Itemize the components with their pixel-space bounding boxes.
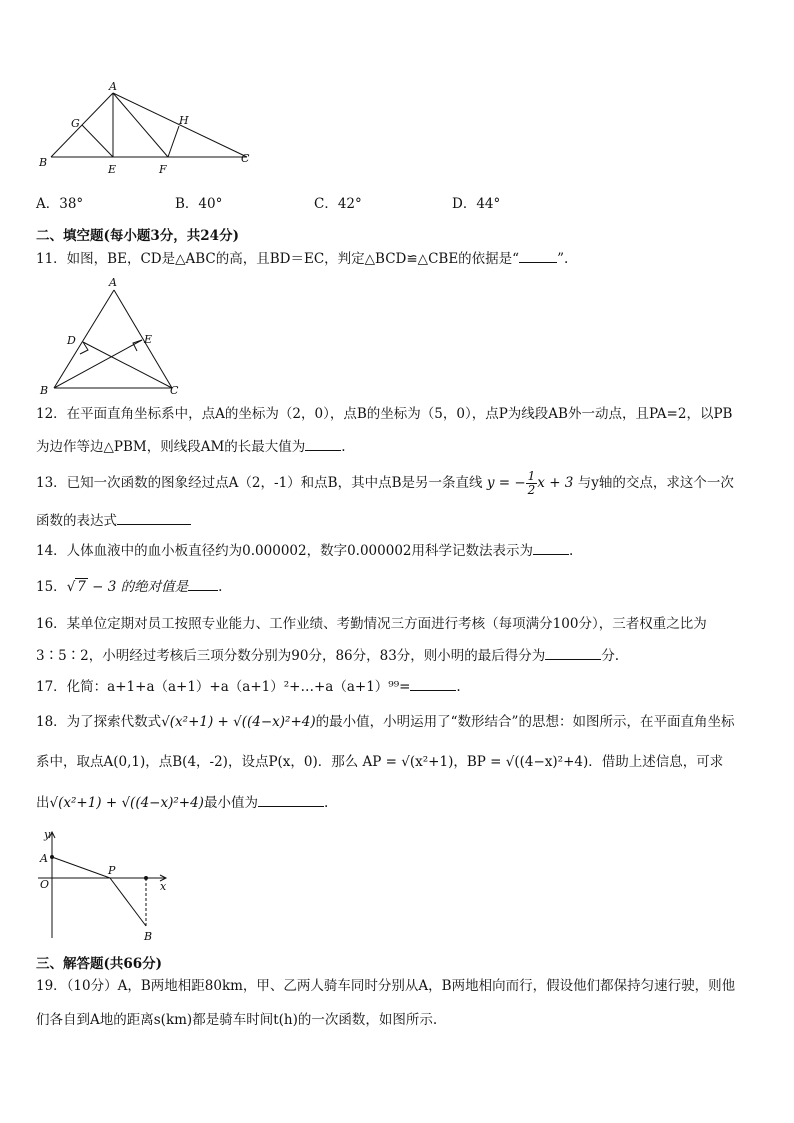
label-a: A	[109, 276, 117, 289]
triangle-figure-q11	[36, 276, 196, 400]
section2-header: 二、填空题(每小题3分，共24分)	[36, 228, 239, 244]
option-d: D．44°	[452, 196, 501, 212]
q15-radical: √ 7	[66, 579, 86, 595]
q11-tail: ”.	[557, 251, 569, 267]
point-a	[50, 855, 54, 859]
q11-answer-blank	[519, 248, 557, 263]
label-d: D	[67, 334, 76, 347]
label-b: B	[144, 930, 153, 943]
option-a: A．38°	[36, 196, 84, 212]
label-b: B	[40, 384, 49, 397]
label-b: B	[39, 156, 48, 169]
q16-tail: 分.	[601, 648, 620, 664]
q15-tail: .	[218, 579, 223, 595]
q18-text-a: 18．为了探索代数式	[36, 714, 162, 730]
q13-equation	[486, 469, 574, 497]
q14-tail: .	[569, 543, 574, 559]
point-x4	[144, 876, 148, 880]
coordinate-figure-q18	[32, 826, 182, 944]
q13-eq-lhs: y = −	[486, 475, 526, 491]
q13-line2	[36, 510, 191, 531]
q12-line2	[36, 436, 346, 457]
q12-answer-blank	[305, 436, 341, 451]
label-f: F	[159, 163, 167, 176]
q16-answer-blank	[545, 645, 601, 660]
q16-line2	[36, 645, 619, 666]
segment-af	[113, 93, 168, 157]
q18-text-b: 的最小值，小明运用了“数形结合”的思想：如图所示，在平面直角坐标	[315, 714, 735, 730]
label-e: E	[144, 333, 153, 346]
segment-hf	[168, 126, 179, 157]
segment-pb	[110, 878, 146, 926]
q14	[36, 540, 573, 561]
q13-text-2: 与y轴的交点，求这个一次	[577, 475, 734, 491]
label-c: C	[241, 152, 250, 165]
label-y: y	[44, 828, 51, 841]
q19-line1: 19．（10分）A，B两地相距80km，甲、乙两人骑车同时分别从A，B两地相向而行，假设他们都保持匀速行驶，则他	[36, 978, 736, 994]
q13-fraction	[526, 470, 538, 497]
q18-expression: √(x²+1) + √((4−x)²+4)	[161, 714, 316, 730]
q15-answer-blank	[188, 576, 218, 591]
option-b: B．40°	[175, 196, 223, 212]
q13-text: 13．已知一次函数的图象经过点A（2，-1）和点B，其中点B是另一条直线	[36, 475, 483, 491]
q11	[36, 248, 568, 269]
q14-answer-blank	[533, 540, 569, 555]
q10-options	[0, 192, 794, 212]
q13-eq-rhs: x + 3	[537, 475, 574, 491]
q13-answer-blank	[117, 510, 191, 525]
q18-line1	[36, 712, 734, 732]
segment-be	[54, 340, 142, 388]
q15-text: − 3 的绝对值是	[87, 579, 189, 595]
label-g: G	[71, 117, 80, 130]
segment-ab	[54, 290, 114, 388]
q18-line2: 系中，取点A(0,1)，点B(4，-2)，设点P(x，0)．那么 AP = √(x²+1)，BP = √((4−x)²+4)．借助上述信息，可求	[36, 754, 724, 770]
q15-prefix: 15．	[36, 579, 67, 595]
label-x: x	[160, 880, 167, 893]
q15	[36, 576, 222, 597]
q17-tail: .	[456, 679, 461, 695]
q19-line2: 们各自到A地的距离s(km)都是骑车时间t(h)的一次函数，如图所示.	[36, 1012, 438, 1028]
q13-frac-num: 1	[527, 469, 536, 483]
q18-tail: .	[323, 795, 329, 811]
section3-header: 三、解答题(共66分)	[36, 956, 163, 972]
q17	[36, 676, 461, 697]
q12-line2-text: 为边作等边△PBM，则线段AM的长最大值为	[36, 439, 306, 455]
q18-expression-repeat: √(x²+1) + √((4−x)²+4)	[49, 795, 204, 811]
label-c: C	[170, 384, 179, 397]
q12-tail: .	[341, 439, 346, 455]
q16-line2-text: 3∶5∶2，小明经过考核后三项分数分别为90分，86分，83分，则小明的最后得分为	[36, 648, 546, 664]
triangle-figure-top	[36, 80, 266, 180]
q13-frac-den: 2	[527, 483, 536, 497]
segment-ap	[52, 857, 110, 878]
q14-text: 14．人体血液中的血小板直径约为0.000002，数字0.000002用科学记数法表示为	[36, 543, 534, 559]
q18-line3-text: 最小值为	[203, 795, 258, 811]
q17-text: 17．化简：a+1+a（a+1）+a（a+1）²+…+a（a+1）⁹⁹=	[36, 679, 411, 695]
q13-line1	[36, 470, 734, 497]
q12-line1: 12．在平面直角坐标系中，点A的坐标为（2，0），点B的坐标为（5，0），点P为线段AB外一动点，且PA=2，以PB	[36, 406, 733, 422]
q11-text: 11．如图，BE，CD是△ABC的高，且BD＝EC，判定△BCD≌△CBE的依据是“	[36, 251, 520, 267]
label-p: P	[108, 864, 116, 877]
q15-radicand: 7	[77, 579, 86, 595]
right-angle-mark-e	[133, 340, 142, 351]
label-a: A	[40, 852, 48, 865]
option-c: C．42°	[314, 196, 362, 212]
q18-line3-prefix: 出	[36, 795, 50, 811]
q16-line1: 16．某单位定期对员工按照专业能力、工作业绩、考勤情况三方面进行考核（每项满分100分），三者权重之比为	[36, 616, 707, 632]
segment-ge	[82, 125, 113, 157]
q18-line3	[36, 792, 328, 813]
q13-line2-text: 函数的表达式	[36, 513, 117, 529]
q17-answer-blank	[410, 676, 456, 691]
label-a: A	[109, 80, 117, 93]
label-e: E	[108, 163, 117, 176]
label-h: H	[179, 114, 189, 127]
label-o: O	[40, 878, 50, 891]
q18-answer-blank	[258, 792, 324, 807]
